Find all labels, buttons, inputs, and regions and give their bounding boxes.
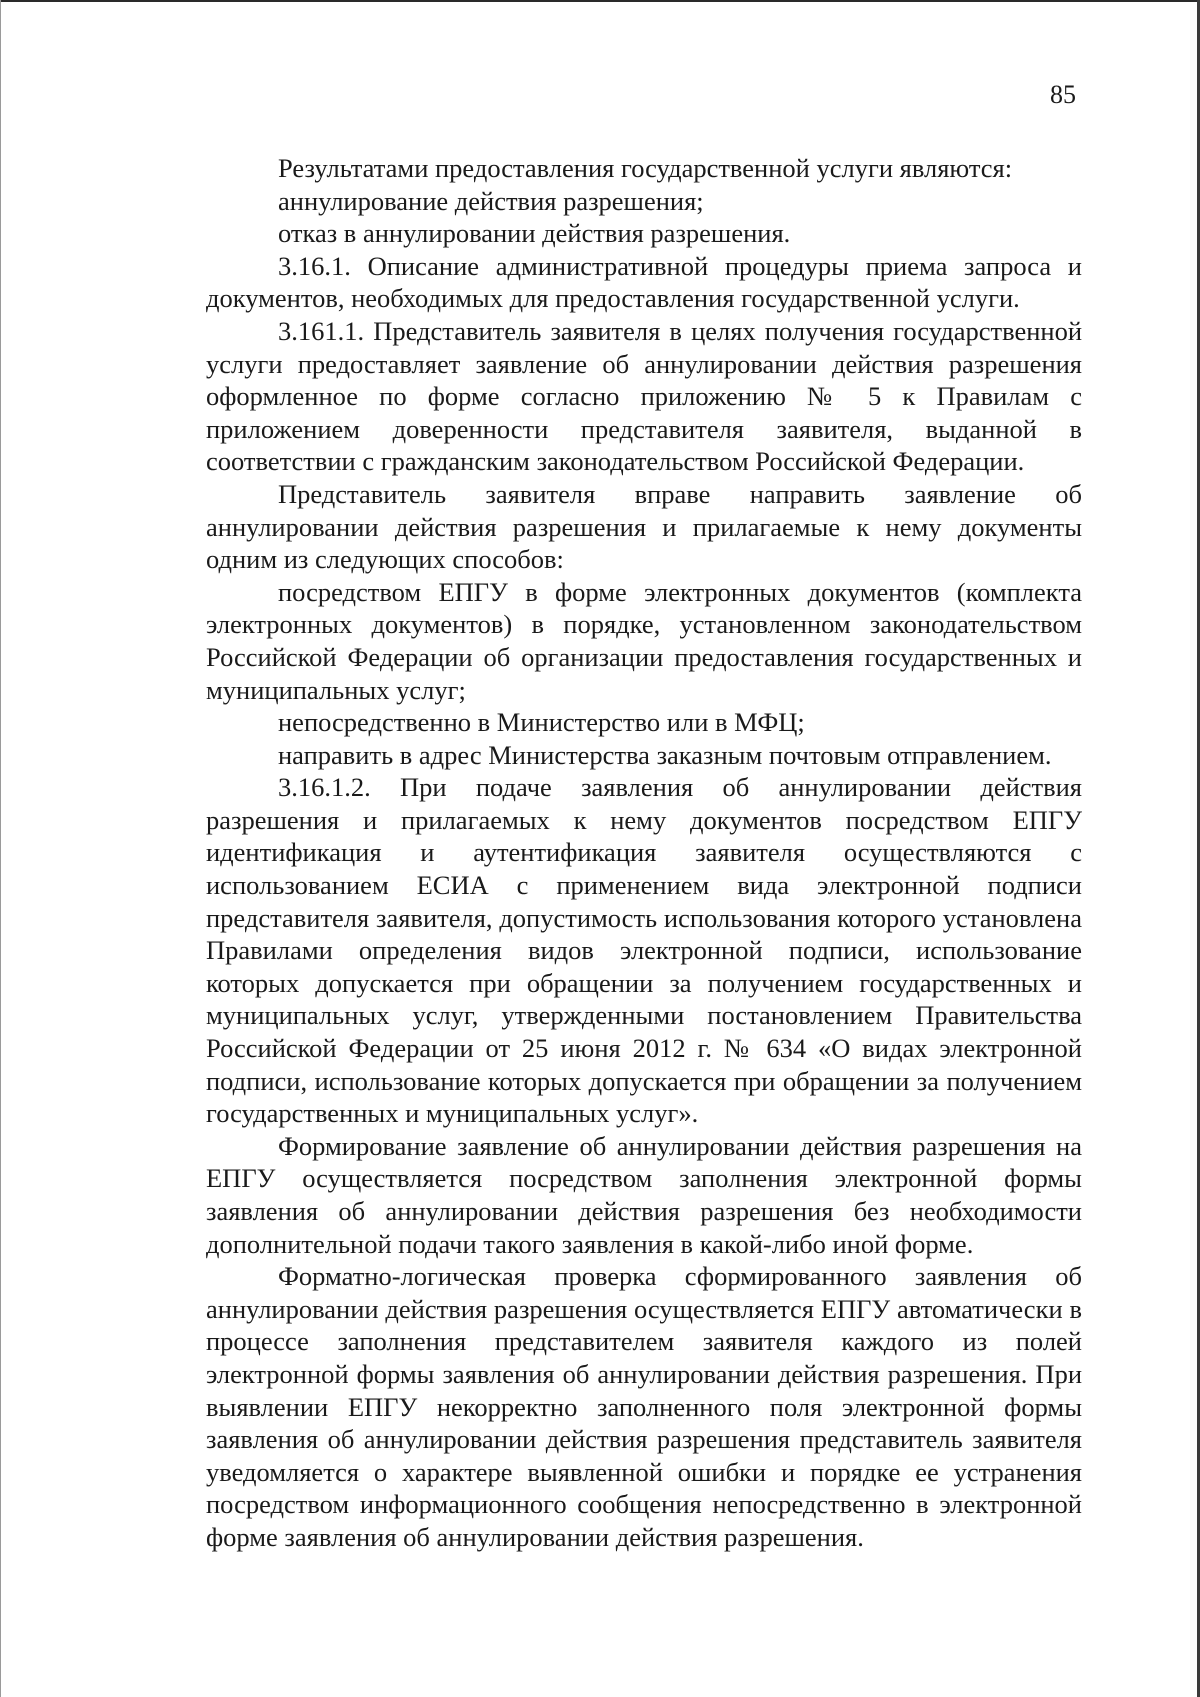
scan-border-top: [0, 0, 1200, 2]
paragraph-3-16-1: 3.16.1. Описание административной процедуры приема запроса и документов, необходимых для предоставления государственной услуги.: [206, 250, 1082, 314]
paragraph-form-filling: Формирование заявление об аннулировании действия разрешения на ЕПГУ осуществляется посредством заполнения электронной формы заявления об аннулировании действия разрешения без необходимости дополнительной подачи такого заявления в какой-либо иной форме.: [206, 1130, 1082, 1259]
paragraph-method-epgu: посредством ЕПГУ в форме электронных документов (комплекта электронных документов) в порядке, установленном законодательством Российской Федерации об организации предоставления государственных и муниципальных услуг;: [206, 576, 1082, 705]
paragraph-3-16-1-2: 3.16.1.2. При подаче заявления об аннулировании действия разрешения и прилагаемых к нему документов посредством ЕПГУ идентификация и аутентификация заявителя осуществляются с использованием ЕСИА с применением вида электронной подписи представителя заявителя, допустимость использования которого установлена Правилами определения видов электронной подписи, использование которых допускается при обращении за получением государственных и муниципальных услуг, утвержденными постановлением Правительства Российской Федерации от 25 июня 2012 г. № 634 «О видах электронной подписи, использование которых допускается при обращении за получением государственных и муниципальных услуг».: [206, 772, 1082, 1129]
document-body: [206, 152, 1082, 1554]
paragraph-method-mail: направить в адрес Министерства заказным почтовым отправлением.: [278, 739, 1052, 770]
paragraph-result-annulment: аннулирование действия разрешения;: [278, 185, 704, 216]
paragraph-results-intro: Результатами предоставления государственной услуги являются:: [278, 153, 1013, 183]
paragraph-format-check: Форматно-логическая проверка сформированного заявления об аннулировании действия разрешения осуществляется ЕПГУ автоматически в процессе заполнения представителем заявителя каждого из полей электронной формы заявления об аннулировании действия разрешения. При выявлении ЕПГУ некорректно заполненного поля электронной формы заявления об аннулировании действия разрешения представитель заявителя уведомляется о характере выявленной ошибки и порядке ее устранения посредством информационного сообщения непосредственно в электронной форме заявления об аннулировании действия разрешения.: [206, 1261, 1082, 1552]
paragraph-3-161-1: 3.161.1. Представитель заявителя в целях получения государственной услуги предоставляет заявление об аннулировании действия разрешения оформленное по форме согласно приложению № 5 к Правилам с приложением доверенности представителя заявителя, выданной в соответствии с гражданским законодательством Российской Федерации.: [206, 315, 1082, 477]
paragraph-result-refusal: отказ в аннулировании действия разрешения.: [278, 218, 791, 249]
paragraph-submission-methods: Представитель заявителя вправе направить заявление об аннулировании действия разрешения и прилагаемые к нему документы одним из следующих способов:: [206, 478, 1082, 575]
paragraph-method-direct: непосредственно в Министерство или в МФЦ;: [278, 707, 805, 738]
page-number: 85: [1050, 80, 1076, 109]
scan-border-left: [0, 0, 1, 1697]
